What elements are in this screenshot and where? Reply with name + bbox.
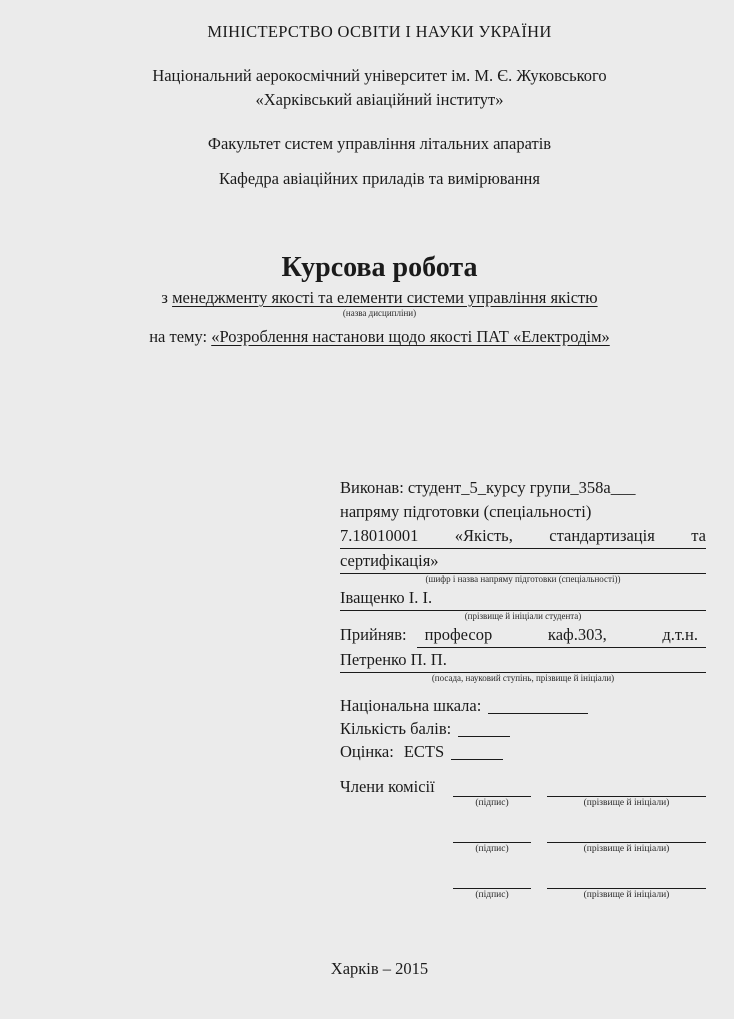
faculty-line: Факультет систем управління літальних апаратів	[207, 134, 552, 153]
student-caption: (прізвище й ініціали студента)	[464, 611, 582, 621]
points-blank	[458, 719, 510, 737]
department-line: Кафедра авіаційних приладів та вимірювання	[219, 169, 540, 188]
performer-line2: напряму підготовки (спеціальності)	[340, 502, 592, 521]
topic-line	[40, 326, 719, 348]
accepted-position	[417, 623, 706, 648]
commission-captions-2	[340, 843, 706, 856]
accepted-line	[340, 623, 706, 648]
national-scale-row	[340, 694, 706, 717]
commission-captions-1	[340, 797, 706, 810]
commission-row-1	[340, 777, 706, 797]
university-name-line2: «Харківський авіаційний інститут»	[255, 90, 504, 109]
commission-label: Члени комісії	[340, 777, 435, 796]
commission-name-blank	[547, 825, 706, 843]
grade-blank	[451, 742, 503, 760]
signature-caption: (підпис)	[475, 844, 509, 854]
student-name-line: Іващенко І. І.	[340, 586, 706, 611]
ministry-heading: МІНІСТЕРСТВО ОСВІТИ І НАУКИ УКРАЇНИ	[207, 22, 552, 41]
commission-captions-3	[340, 889, 706, 902]
commission-signature-blank	[453, 871, 531, 889]
signature-caption: (підпис)	[475, 798, 509, 808]
accepted-word2: каф.303,	[547, 625, 607, 644]
specialty-caption: (шифр і назва напряму підготовки (спеціальності))	[425, 574, 621, 584]
commission-name-blank	[547, 779, 706, 797]
specialty-line2: сертифікація»	[340, 549, 706, 574]
document-title: Курсова робота	[281, 252, 478, 283]
specialty-line1	[340, 524, 706, 549]
accepted-caption: (посада, науковий ступінь, прізвище й ініціали)	[431, 673, 615, 683]
grade-row	[340, 740, 706, 763]
commission-row-2	[340, 823, 706, 843]
name-caption: (прізвище й ініціали)	[583, 890, 670, 900]
specialty-word2: «Якість,	[454, 526, 513, 545]
city-year-line: Харків – 2015	[330, 959, 429, 978]
discipline-line	[40, 287, 719, 308]
university-name-line1: Національний аерокосмічний університет ім. М. Є. Жуковського	[152, 66, 607, 85]
commission-block	[340, 777, 706, 902]
specialty-word4: та	[691, 526, 706, 545]
discipline-caption: (назва дисципліни)	[342, 308, 417, 318]
grading-block	[340, 694, 706, 763]
performer-line1: Виконав: студент_5_курсу групи_358а___	[340, 478, 636, 497]
discipline-prefix: з	[161, 288, 168, 307]
commission-row-3	[340, 869, 706, 889]
name-caption: (прізвище й ініціали)	[583, 798, 670, 808]
commission-signature-blank	[453, 825, 531, 843]
accepted-prefix: Прийняв:	[340, 625, 407, 644]
national-scale-blank	[488, 696, 588, 714]
grade-label: Оцінка:	[340, 742, 394, 761]
points-label: Кількість балів:	[340, 719, 452, 738]
accepted-word1: професор	[424, 625, 493, 644]
specialty-word3: стандартизація	[549, 526, 655, 545]
discipline-name: менеджменту якості та елементи системи управління якістю	[172, 288, 598, 307]
commission-name-blank	[547, 871, 706, 889]
accepted-name-line: Петренко П. П.	[340, 648, 706, 673]
topic-text: «Розроблення настанови щодо якості ПАТ «Електродім»	[211, 327, 610, 346]
signature-caption: (підпис)	[475, 890, 509, 900]
specialty-code: 7.18010001	[340, 526, 419, 545]
commission-signature-blank	[453, 779, 531, 797]
university-name	[40, 64, 719, 112]
accepted-word3: д.т.н.	[662, 625, 698, 644]
points-row	[340, 717, 706, 740]
performer-block	[340, 476, 706, 902]
topic-prefix: на тему:	[149, 327, 208, 346]
national-scale-label: Національна шкала:	[340, 696, 482, 715]
ects-label: ECTS	[403, 742, 445, 761]
name-caption: (прізвище й ініціали)	[583, 844, 670, 854]
